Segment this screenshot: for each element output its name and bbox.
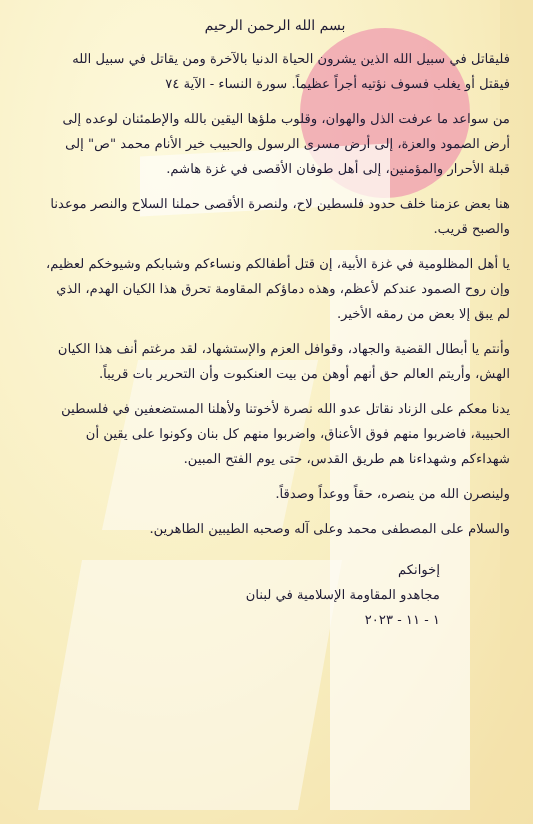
letter-paragraph: فليقاتل في سبيل الله الذين يشرون الحياة الدنيا بالآخرة ومن يقاتل في سبيل الله فيقتل أو يغلب فسوف نؤتيه أجراً عظيماً. سورة النساء - الآية ٧٤ [72, 52, 510, 92]
letter-paragraph: هنا بعض عزمنا خلف حدود فلسطين لاح، ولنصرة الأقصى حملنا السلاح والنصر موعدنا والصبح قريب. [50, 197, 510, 237]
basmala: بسم الله الرحمن الرحيم [204, 18, 346, 34]
letter-paragraph: يدنا معكم على الزناد نقاتل عدو الله نصرة لأخوتنا ولأهلنا المستضعفين في فلسطين الحبيبة، فاضربوا منهم فوق الأعناق، واضربوا منهم كل بنان وكونوا على يقين أن شهداءكم وشهداءنا هم طريق القدس، حتى يوم الفتح المبين. [61, 402, 510, 467]
signature-intro: إخوانكم [397, 563, 440, 578]
letter-paragraph: ولينصرن الله من ينصره، حقاً ووعداً وصدقاً. [275, 487, 510, 502]
letter-closing: والسلام على المصطفى محمد وعلى آله وصحبه الطيبين الطاهرين. [149, 522, 510, 537]
handwritten-letter [40, 14, 510, 633]
signature-organization: مجاهدو المقاومة الإسلامية في لبنان [245, 588, 440, 603]
letter-paragraph: يا أهل المظلومية في غزة الأبية، إن قتل أطفالكم ونساءكم وشبابكم وشيوخكم لعظيم، وإن روح الصمود عندكم لأعظم، وهذه دماؤكم المقاومة تحرق هذا الكيان الهدم، الذي لم يبق إلا بعض من رمقه الأخير. [46, 257, 510, 322]
signature-date: ١ - ١١ - ٢٠٢٣ [364, 613, 440, 628]
letter-paragraph: وأنتم يا أبطال القضية والجهاد، وقوافل العزم والإستشهاد، لقد مرغتم أنف هذا الكيان الهش، وأريتم العالم حق أنهم أوهن من بيت العنكبوت وأن التحرير بات قريباً. [57, 342, 510, 382]
letter-paragraph: من سواعد ما عرفت الذل والهوان، وقلوب ملؤها اليقين بالله والإطمئنان لوعده إلى أرض الصمود والعزة، إلى أرض مسرى الرسول والحبيب خير الأنام محمد "ص" إلى قبلة الأحرار والمؤمنين، إلى أهل طوفان الأقصى في غزة هاشم. [62, 112, 510, 177]
signature-block [40, 558, 440, 633]
